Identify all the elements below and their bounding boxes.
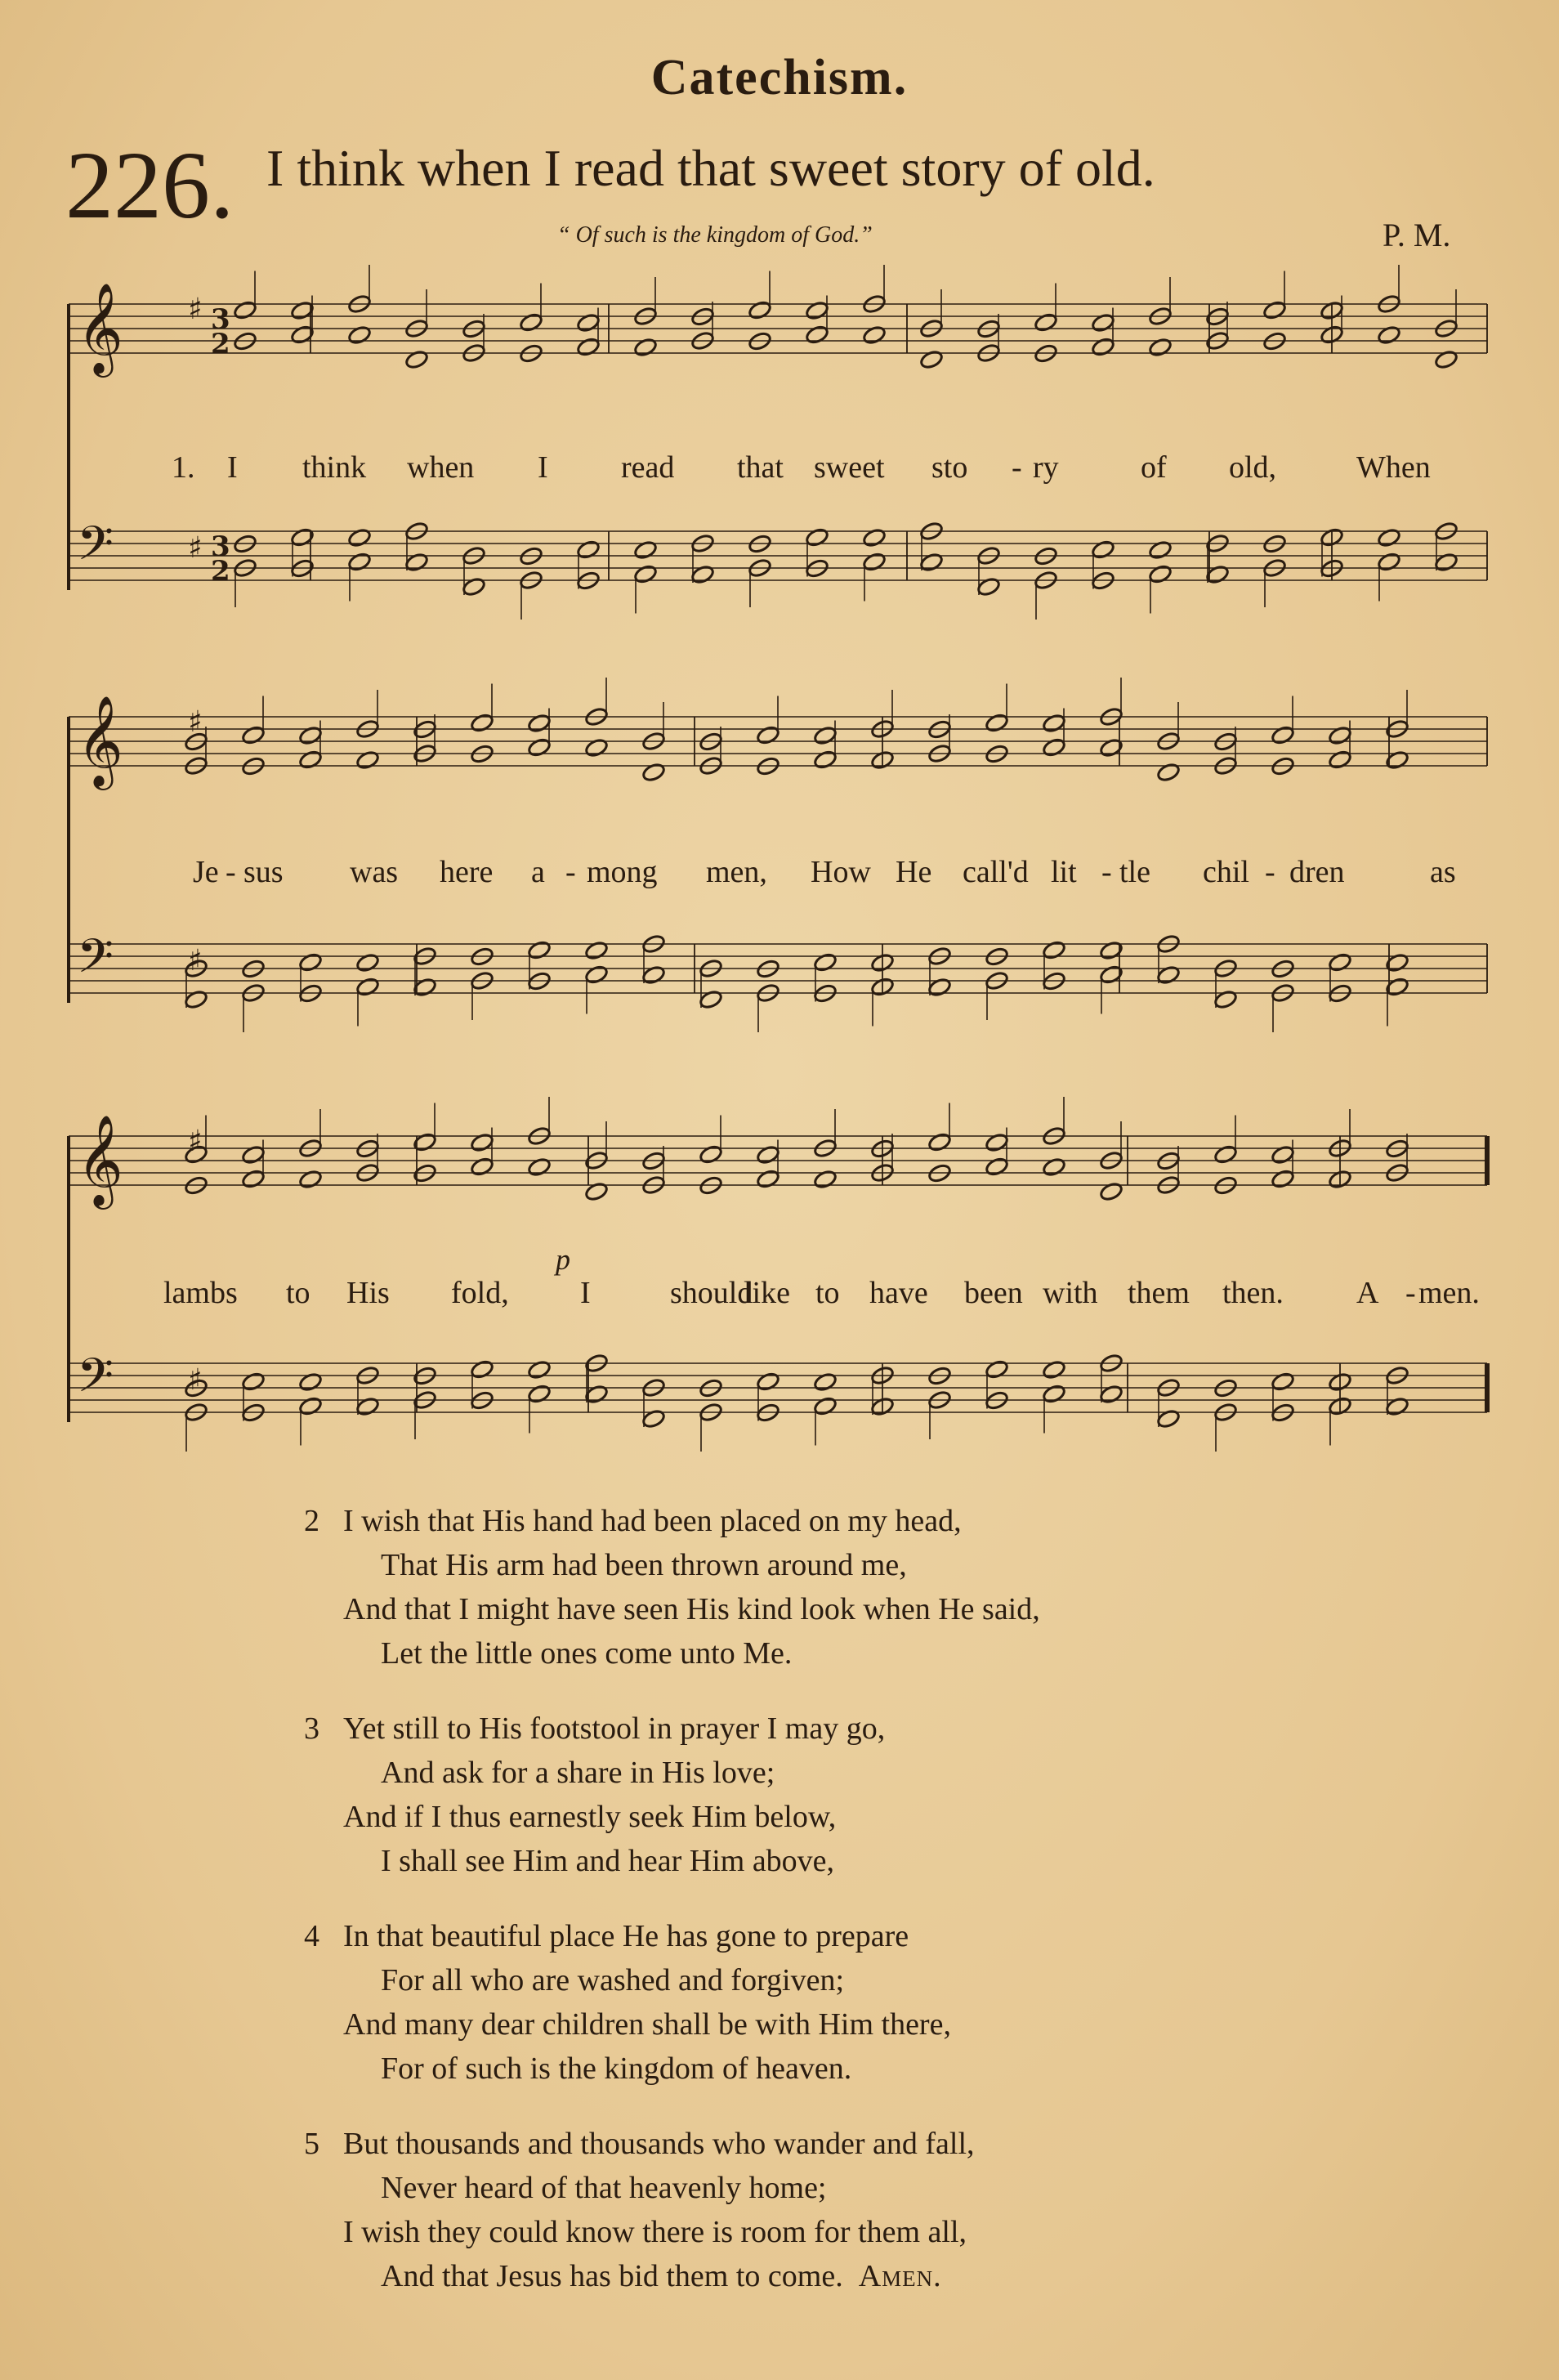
lyric-syllable: have [869,1276,928,1310]
note-head [298,725,323,745]
note-head [1262,300,1287,320]
note-head [184,989,208,1009]
verse-line: Never heard of that heavenly home; [381,2171,827,2205]
verse-line: That His arm had been thrown around me, [381,1548,907,1582]
lyric-syllable: He [896,855,932,889]
verse-line: Yet still to His footstool in prayer I may go, [343,1711,886,1746]
verse-line: I wish that His hand had been placed on my head, [343,1504,962,1538]
sharp-icon: ♯ [188,1363,203,1397]
verse-2 [304,1499,1366,1675]
note-head [584,940,609,960]
note-head [1213,989,1238,1009]
note-head [805,300,829,320]
note-head [813,749,838,770]
note-head [985,1156,1009,1177]
verse-number: 2 [304,1504,319,1538]
lyric-syllable: I [227,450,238,485]
note-head [919,349,944,369]
lyric-syllable: men, [706,855,767,889]
lyric-syllable: I [538,450,548,485]
note-head [1042,1384,1066,1404]
hymn-subtitle: “ Of such is the kingdom of God.” [557,222,873,248]
note-head [404,349,429,369]
lyric-syllable: read [621,450,675,485]
note-head [241,725,266,745]
lyric-syllable: as [1430,855,1456,889]
sharp-icon: ♯ [188,1125,203,1158]
verse-line: And if I thus earnestly seek Him below, [343,1800,837,1834]
lyrics-line-1 [65,450,1495,490]
music-system-2 [65,695,1495,1042]
note-head [862,552,887,572]
note-head [584,737,609,758]
note-head [699,989,723,1009]
note-head [576,312,601,333]
verse-line: And that I might have seen His kind look when He said, [343,1592,1040,1626]
note-head [919,552,944,572]
lyric-syllable: chil [1203,855,1249,889]
lyric-syllable: to [286,1276,310,1310]
note-head [1091,539,1115,560]
note-head [641,964,666,985]
note-head [298,1371,323,1392]
lyric-syllable: lit [1051,855,1077,889]
lyric-syllable: - [1012,450,1022,485]
note-head [1034,312,1058,333]
note-head [633,539,658,560]
note-head [1213,1144,1238,1165]
note-head [241,1144,266,1165]
note-head [233,300,257,320]
lyric-syllable: tle [1119,855,1150,889]
lyric-syllable: of [1141,450,1167,485]
lyric-syllable: call'd [963,855,1029,889]
verse-line: I shall see Him and hear Him above, [381,1844,835,1878]
lyric-syllable: sto [931,450,968,485]
note-head [1271,1169,1295,1189]
lyric-syllable: men. [1418,1276,1480,1310]
note-head [470,713,494,733]
hymn-title: I think when I read that sweet story of old. [266,139,1155,197]
note-head [470,1156,494,1177]
lyric-syllable: - [1265,855,1275,889]
note-head [985,713,1009,733]
note-head [1148,337,1173,357]
lyric-syllable: been [964,1276,1023,1310]
note-head [527,940,552,960]
note-head [805,324,829,345]
note-head [462,576,486,597]
verse-line: I wish they could know there is room for them all, [343,2215,967,2249]
lyric-syllable: should [670,1276,753,1310]
note-head [470,1132,494,1152]
note-head [1328,749,1352,770]
note-head [1434,552,1458,572]
lyric-syllable: when [407,450,475,485]
note-head [985,1359,1009,1380]
lyrics-line-2 [65,854,1495,895]
lyric-syllable: 1. [172,450,195,485]
lyric-syllable: here [440,855,494,889]
note-head [1156,1408,1181,1429]
note-head [470,1359,494,1380]
note-head [576,539,601,560]
note-head [355,1396,380,1416]
lyric-syllable: - [1405,1276,1416,1310]
lyric-syllable: I [580,1276,591,1310]
verse-line: And that Jesus has bid them to come. [381,2259,843,2293]
note-head [347,324,372,345]
lyric-syllable: sus [243,855,284,889]
verse-number: 5 [304,2127,319,2161]
note-head [641,1408,666,1429]
verse-number: 4 [304,1919,319,1953]
verse-line: And ask for a share in His love; [381,1756,775,1790]
note-head [527,713,552,733]
note-head [1091,337,1115,357]
lyric-syllable: think [302,450,367,485]
time-signature-bottom: 2 [211,328,230,360]
note-head [1271,1144,1295,1165]
note-head [1377,527,1401,548]
note-head [641,762,666,782]
verse-number: 3 [304,1711,319,1746]
note-head [298,952,323,973]
note-head [527,1156,552,1177]
note-head [756,1144,780,1165]
bass-clef-icon: 𝄢 [77,516,114,583]
note-head [1434,349,1458,369]
note-head [1148,564,1173,584]
note-head [1099,1181,1123,1201]
note-head [756,1371,780,1392]
note-head [1042,737,1066,758]
section-title: Catechism. [650,50,909,105]
note-head [813,1396,838,1416]
note-head [404,552,429,572]
lyric-syllable: - [226,855,236,889]
note-head [1156,964,1181,985]
music-system-3 [65,1114,1495,1496]
note-head [576,337,601,357]
verse-line: In that beautiful place He has gone to prepare [343,1919,909,1953]
note-head [519,312,543,333]
lyric-syllable: How [811,855,871,889]
note-head [1271,1371,1295,1392]
treble-clef-icon: 𝄞 [77,695,123,786]
music-system-1 [65,282,1495,629]
lyric-syllable: lambs [163,1276,238,1310]
verse-5 [304,2122,1366,2298]
bass-clef-icon: 𝄢 [77,928,114,995]
lyric-syllable: was [350,855,399,889]
note-head [298,749,323,770]
lyric-syllable: His [346,1276,390,1310]
note-head [756,1169,780,1189]
lyrics-line-3 [65,1275,1495,1316]
verse-line: For of such is the kingdom of heaven. [381,2051,852,2086]
note-head [1156,762,1181,782]
hymn-number: 226. [65,132,235,239]
note-head [862,324,887,345]
note-head [355,952,380,973]
lyric-syllable: - [565,855,576,889]
note-head [927,1132,952,1152]
note-head [805,527,829,548]
lyric-syllable: When [1356,450,1431,485]
note-head [1328,952,1352,973]
note-head [241,1371,266,1392]
note-head [1042,940,1066,960]
note-head [1328,725,1352,745]
note-head [1091,312,1115,333]
note-head [1377,552,1401,572]
note-head [298,1169,323,1189]
note-head [633,337,658,357]
note-head [813,1371,838,1392]
note-head [1148,539,1173,560]
lyric-syllable: sweet [814,450,885,485]
note-head [633,564,658,584]
treble-clef-icon: 𝄞 [77,282,123,374]
note-head [748,300,772,320]
lyric-syllable: to [815,1276,840,1310]
note-head [413,1132,437,1152]
verse-line: Let the little ones come unto Me. [381,1636,793,1671]
sharp-icon: ♯ [188,531,203,565]
note-head [584,964,609,985]
time-signature-top: 3 [211,303,230,336]
note-head [927,977,952,997]
lyric-syllable: then. [1222,1276,1284,1310]
lyric-syllable: with [1043,1276,1098,1310]
amen: Amen. [858,2259,942,2293]
note-head [527,1359,552,1380]
hymn-meter: P. M. [1383,217,1451,253]
lyric-syllable: mong [587,855,658,889]
note-head [1042,1359,1066,1380]
note-head [241,1169,266,1189]
bass-clef-icon: 𝄢 [77,1348,114,1415]
note-head [1042,1156,1066,1177]
note-head [347,552,372,572]
note-head [355,977,380,997]
lyric-syllable: old, [1229,450,1277,485]
lyric-syllable: - [1101,855,1112,889]
lyric-syllable: like [744,1276,790,1310]
lyric-syllable: that [737,450,784,485]
note-head [1271,725,1295,745]
dynamic-marking: p [556,1243,570,1276]
lyric-syllable: a [531,855,545,889]
note-head [298,1396,323,1416]
sharp-icon: ♯ [188,705,203,739]
lyric-syllable: them [1128,1276,1190,1310]
note-head [690,564,715,584]
lyric-syllable: dren [1289,855,1345,889]
verse-line: For all who are washed and forgiven; [381,1963,845,1998]
note-head [985,1132,1009,1152]
lyric-syllable: A [1356,1276,1379,1310]
note-head [699,1144,723,1165]
note-head [1042,713,1066,733]
note-head [813,725,838,745]
note-head [1385,1396,1409,1416]
note-head [527,737,552,758]
time-signature-top: 3 [211,530,230,563]
note-head [813,952,838,973]
verses [304,1499,1366,2329]
note-head [1377,324,1401,345]
verse-line: And many dear children shall be with Him there, [343,2007,951,2042]
note-head [527,1384,552,1404]
note-head [355,749,380,770]
note-head [976,576,1001,597]
treble-clef-icon: 𝄞 [77,1114,123,1206]
note-head [862,527,887,548]
sharp-icon: ♯ [188,944,203,978]
verse-4 [304,1914,1366,2091]
lyric-syllable: Je [193,855,219,889]
verse-line: But thousands and thousands who wander and fall, [343,2127,975,2161]
note-head [813,1169,838,1189]
lyric-syllable: ry [1033,450,1059,485]
sharp-icon: ♯ [188,293,203,326]
note-head [1099,1384,1123,1404]
verse-3 [304,1707,1366,1883]
time-signature-bottom: 2 [211,555,230,588]
note-head [756,725,780,745]
lyric-syllable: fold, [451,1276,509,1310]
note-head [347,527,372,548]
